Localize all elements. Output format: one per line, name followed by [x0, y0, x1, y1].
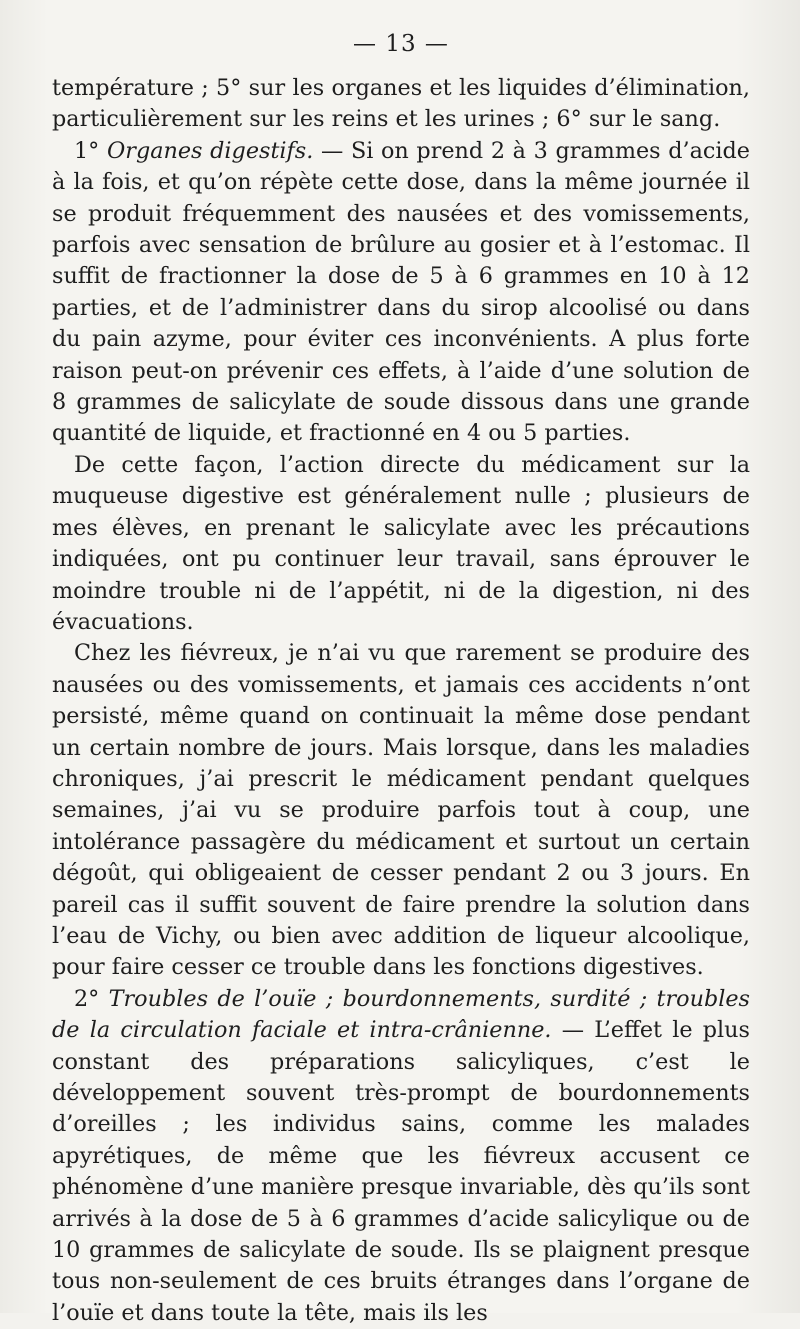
paragraph-text: — Si on prend 2 à 3 grammes d’acide à la fois, et qu’on répète cette dose, dans la même journée il se produit fréquemment des nausées et des vomissements, parfois avec sensation de brûlure au gosier et à l’estomac. Il suffit de fractionner la dose de 5 à 6 grammes en 10 à 12 parties, et de l’administrer dans du sirop alcoolisé ou dans du pain azyme, pour éviter ces inconvénients. A plus forte raison peut-on prévenir ces effets, à l’aide d’une solution de 8 grammes de salicylate de soude dissous dans une grande quantité de liquide, et fractionné en 4 ou 5 parties.: [52, 137, 750, 447]
paragraph-text: — L’effet le plus constant des préparations salicyliques, c’est le développement souvent très-prompt de bourdonnements d’oreilles ; les individus sains, comme les malades apyrétiques, de même que les fiévreux accusent ce phénomène d’une manière presque invariable, dès qu’ils sont arrivés à la dose de 5 à 6 grammes d’acide salicylique ou de 10 grammes de salicylate de soude. Ils se plaignent presque tous non-seulement de ces bruits étranges dans l’organe de l’ouïe et dans toute la tête, mais ils les: [52, 1017, 750, 1326]
section-number: 1°: [74, 137, 100, 164]
paragraph-text: température ; 5° sur les organes et les liquides d’élimination, particulièrement sur les reins et les urines ; 6° sur le sang.: [52, 75, 750, 133]
paragraph-organes-digestifs: [52, 136, 750, 450]
section-heading: Troubles de l’ouïe ; bourdonnements, surdité ; troubles de la circulation faciale et intra-crânienne.: [52, 985, 750, 1044]
section-number: 2°: [74, 985, 100, 1012]
paragraph-muqueuse: [52, 450, 750, 638]
paragraph-continued: [52, 73, 750, 136]
paragraph-text: De cette façon, l’action directe du médicament sur la muqueuse digestive est généralement nulle ; plusieurs de mes élèves, en prenant le salicylate avec les précautions indiquées, ont pu continuer leur travail, sans éprouver le moindre trouble ni de l’appétit, ni de la digestion, ni des évacuations.: [52, 451, 750, 635]
paragraph-fievreux: [52, 638, 750, 983]
paragraph-text: Chez les fiévreux, je n’ai vu que rarement se produire des nausées ou des vomissements, et jamais ces accidents n’ont persisté, même quand on continuait la même dose pendant un certain nombre de jours. Mais lorsque, dans les maladies chroniques, j’ai prescrit le médicament pendant quelques semaines, j’ai vu se produire parfois tout à coup, une intolérance passagère du médicament et surtout un certain dégoût, qui obligeaient de cesser pendant 2 ou 3 jours. En pareil cas il suffit souvent de faire prendre la solution dans l’eau de Vichy, ou bien avec addition de liqueur alcoolique, pour faire cesser ce trouble dans les fonctions digestives.: [52, 640, 750, 981]
section-heading: Organes digestifs.: [107, 137, 314, 164]
paragraph-troubles-ouie: [52, 984, 750, 1329]
text-body: [52, 73, 750, 1329]
page-number: — 13 —: [353, 31, 449, 57]
